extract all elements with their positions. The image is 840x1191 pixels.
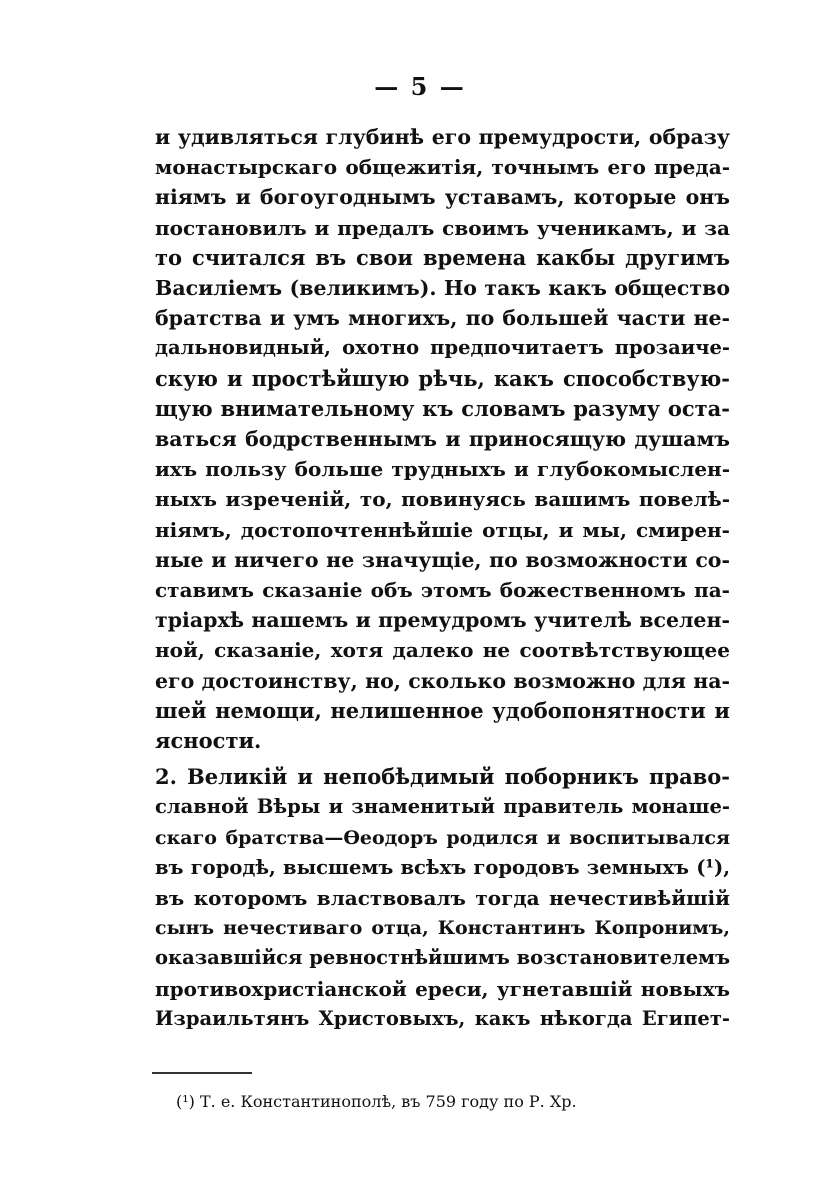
text-line: монастырскаго общежитія, точнымъ его преда- — [155, 155, 730, 180]
text-line: ныхъ изреченій, то, повинуясь вашимъ повелѣ- — [155, 487, 730, 512]
text-line: славной Вѣры и знаменитый правитель монаше- — [155, 795, 730, 819]
text-line: дальновидный, охотно предпочитаетъ прозаиче- — [155, 336, 730, 360]
text-line: то считался въ свои времена какбы другимъ — [155, 244, 730, 270]
text-line: ной, сказаніе, хотя далеко не соотвѣтствующее — [155, 638, 730, 663]
text-line: братства и умъ многихъ, по большей части не- — [155, 306, 730, 331]
text-line: ваться бодрственнымъ и приносящую душамъ — [155, 427, 730, 452]
text-line: Василіемъ (великимъ). Но такъ какъ общество — [155, 276, 730, 301]
text-line: 2. Великій и непобѣдимый поборникъ право- — [155, 764, 730, 790]
footnote-divider — [152, 1072, 252, 1074]
text-line: его достоинству, но, сколько возможно для на- — [155, 668, 730, 693]
text-line: противохристіанской ереси, угнетавшій новыхъ — [155, 976, 730, 1001]
text-line: шей немощи, нелишенное удобопонятности и — [155, 697, 730, 723]
text-line: тріархѣ нашемъ и премудромъ учителѣ вселен- — [155, 608, 730, 633]
text-line: скую и простѣйшую рѣчь, какъ способствую- — [155, 365, 730, 391]
paragraph-2 — [155, 762, 730, 1034]
text-line: щую внимательному къ словамъ разуму оста- — [155, 395, 730, 421]
text-line: оказавшійся ревностнѣйшимъ возстановителемъ — [155, 946, 731, 970]
text-line: въ городѣ, высшемъ всѣхъ городовъ земныхъ (¹), — [155, 855, 730, 879]
text-line: Израильтянъ Христовыхъ, какъ нѣкогда Египет- — [155, 1006, 730, 1030]
text-line: постановилъ и предалъ своимъ ученикамъ, и за — [155, 215, 730, 240]
text-line: сынъ нечестиваго отца, Константинъ Копронимъ, — [155, 917, 730, 940]
text-line: ставимъ сказаніе объ этомъ божественномъ па- — [155, 578, 730, 603]
text-line: ніямъ, достопочтеннѣйшіе отцы, и мы, смирен- — [155, 517, 730, 542]
text-line: ніямъ и богоугоднымъ уставамъ, которые онъ — [155, 185, 730, 210]
text-line: скаго братства—Ѳеодоръ родился и воспитывался — [155, 826, 730, 849]
text-line: ихъ пользу больше трудныхъ и глубокомыслен- — [155, 457, 730, 482]
text-line: и удивляться глубинѣ его премудрости, образу — [155, 125, 730, 149]
text-line: ные и ничего не значущіе, по возможности со- — [155, 547, 730, 572]
text-line: ясности. — [155, 728, 262, 754]
footnote: (¹) Т. е. Константинополѣ, въ 759 году по Р. Хр. — [176, 1092, 577, 1111]
body-text — [155, 122, 730, 1034]
text-line: въ которомъ властвовалъ тогда нечестивѣйшій — [155, 886, 730, 911]
paragraph-1 — [155, 122, 730, 756]
page-number: — 5 — — [374, 72, 466, 101]
